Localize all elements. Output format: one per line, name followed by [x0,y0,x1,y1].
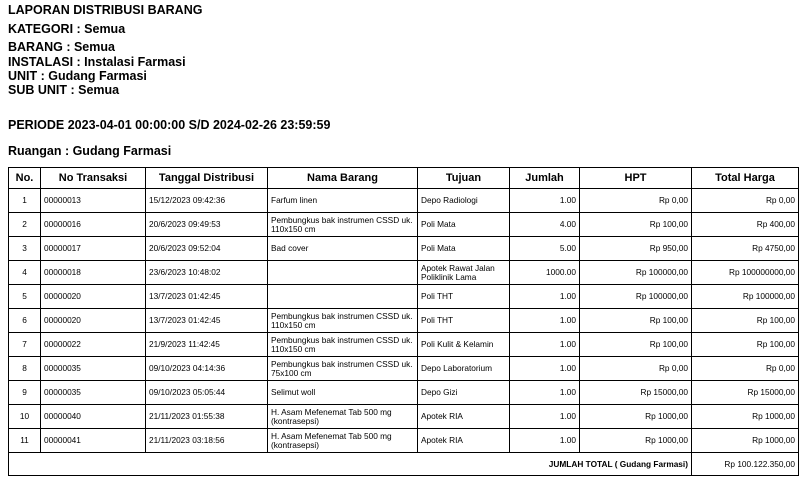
cell-destination: Poli THT [418,285,510,309]
cell-total: Rp 4750,00 [692,237,799,261]
cell-transaction: 00000041 [41,429,146,453]
cell-total: Rp 100,00 [692,333,799,357]
cell-date: 15/12/2023 09:42:36 [146,189,268,213]
table-row [9,261,799,285]
cell-hpt: Rp 1000,00 [580,429,692,453]
cell-total: Rp 100,00 [692,309,799,333]
report-title: LAPORAN DISTRIBUSI BARANG [8,3,203,17]
cell-destination: Depo Radiologi [418,189,510,213]
table-row [9,213,799,237]
col-header-item-name: Nama Barang [268,168,418,189]
col-header-total: Total Harga [692,168,799,189]
cell-quantity: 1.00 [510,189,580,213]
cell-no: 9 [9,381,41,405]
table-header-row [9,168,799,189]
cell-item-name: H. Asam Mefenemat Tab 500 mg (kontrasepsi) [268,405,418,429]
table-row [9,309,799,333]
sub-unit-line: SUB UNIT : Semua [8,83,120,97]
cell-date: 09/10/2023 04:14:36 [146,357,268,381]
col-header-hpt: HPT [580,168,692,189]
cell-date: 09/10/2023 05:05:44 [146,381,268,405]
cell-item-name: H. Asam Mefenemat Tab 500 mg (kontrasepsi) [268,429,418,453]
kategori-line: KATEGORI : Semua [8,22,126,36]
cell-total: Rp 400,00 [692,213,799,237]
table-row [9,357,799,381]
cell-item-name [268,261,418,285]
cell-quantity: 1.00 [510,381,580,405]
cell-quantity: 1.00 [510,405,580,429]
periode-line: PERIODE 2023-04-01 00:00:00 S/D 2024-02-26 23:59:59 [8,118,331,132]
cell-item-name: Farfum linen [268,189,418,213]
cell-date: 21/9/2023 11:42:45 [146,333,268,357]
cell-date: 13/7/2023 01:42:45 [146,285,268,309]
table-row [9,285,799,309]
cell-total: Rp 100000000,00 [692,261,799,285]
cell-item-name [268,285,418,309]
cell-transaction: 00000040 [41,405,146,429]
instalasi-line: INSTALASI : Instalasi Farmasi [8,55,186,69]
cell-no: 2 [9,213,41,237]
cell-no: 10 [9,405,41,429]
cell-date: 20/6/2023 09:49:53 [146,213,268,237]
cell-total: Rp 1000,00 [692,429,799,453]
cell-no: 1 [9,189,41,213]
cell-destination: Poli Mata [418,213,510,237]
cell-no: 4 [9,261,41,285]
col-header-transaction: No Transaksi [41,168,146,189]
col-header-quantity: Jumlah [510,168,580,189]
cell-transaction: 00000022 [41,333,146,357]
table-row [9,405,799,429]
col-header-no: No. [9,168,41,189]
cell-quantity: 1.00 [510,285,580,309]
cell-quantity: 1.00 [510,309,580,333]
cell-quantity: 1000.00 [510,261,580,285]
col-header-destination: Tujuan [418,168,510,189]
distribution-table [8,167,799,476]
cell-no: 6 [9,309,41,333]
cell-quantity: 1.00 [510,333,580,357]
cell-total: Rp 100000,00 [692,285,799,309]
total-label: JUMLAH TOTAL ( Gudang Farmasi) [9,453,692,476]
cell-hpt: Rp 100,00 [580,213,692,237]
cell-destination: Poli Kulit & Kelamin [418,333,510,357]
ruangan-line: Ruangan : Gudang Farmasi [8,144,172,158]
cell-total: Rp 0,00 [692,189,799,213]
cell-date: 23/6/2023 10:48:02 [146,261,268,285]
cell-date: 21/11/2023 01:55:38 [146,405,268,429]
total-row [9,453,799,476]
cell-destination: Apotek RIA [418,429,510,453]
cell-destination: Depo Gizi [418,381,510,405]
cell-total: Rp 0,00 [692,357,799,381]
cell-transaction: 00000016 [41,213,146,237]
table-row [9,189,799,213]
cell-no: 5 [9,285,41,309]
cell-hpt: Rp 100000,00 [580,261,692,285]
cell-date: 21/11/2023 03:18:56 [146,429,268,453]
cell-quantity: 4.00 [510,213,580,237]
cell-destination: Poli THT [418,309,510,333]
cell-item-name: Pembungkus bak instrumen CSSD uk. 75x100 cm [268,357,418,381]
cell-item-name: Pembungkus bak instrumen CSSD uk. 110x150 cm [268,213,418,237]
cell-date: 13/7/2023 01:42:45 [146,309,268,333]
cell-item-name: Bad cover [268,237,418,261]
cell-quantity: 1.00 [510,357,580,381]
cell-destination: Poli Mata [418,237,510,261]
unit-line: UNIT : Gudang Farmasi [8,69,147,83]
cell-hpt: Rp 15000,00 [580,381,692,405]
cell-quantity: 1.00 [510,429,580,453]
col-header-date: Tanggal Distribusi [146,168,268,189]
cell-quantity: 5.00 [510,237,580,261]
cell-hpt: Rp 100000,00 [580,285,692,309]
cell-hpt: Rp 0,00 [580,357,692,381]
cell-transaction: 00000020 [41,285,146,309]
cell-transaction: 00000017 [41,237,146,261]
cell-destination: Depo Laboratorium [418,357,510,381]
barang-line: BARANG : Semua [8,40,115,54]
cell-date: 20/6/2023 09:52:04 [146,237,268,261]
cell-transaction: 00000013 [41,189,146,213]
cell-no: 7 [9,333,41,357]
table-row [9,381,799,405]
cell-transaction: 00000035 [41,381,146,405]
cell-hpt: Rp 950,00 [580,237,692,261]
cell-hpt: Rp 0,00 [580,189,692,213]
table-row [9,429,799,453]
cell-transaction: 00000018 [41,261,146,285]
table-row [9,237,799,261]
cell-item-name: Selimut woll [268,381,418,405]
cell-transaction: 00000020 [41,309,146,333]
cell-no: 8 [9,357,41,381]
cell-transaction: 00000035 [41,357,146,381]
table-row [9,333,799,357]
cell-destination: Apotek RIA [418,405,510,429]
cell-destination: Apotek Rawat Jalan Poliklinik Lama [418,261,510,285]
cell-hpt: Rp 100,00 [580,333,692,357]
cell-no: 11 [9,429,41,453]
cell-no: 3 [9,237,41,261]
total-value: Rp 100.122.350,00 [692,453,799,476]
cell-hpt: Rp 1000,00 [580,405,692,429]
cell-item-name: Pembungkus bak instrumen CSSD uk. 110x150 cm [268,333,418,357]
cell-total: Rp 15000,00 [692,381,799,405]
cell-item-name: Pembungkus bak instrumen CSSD uk. 110x150 cm [268,309,418,333]
cell-hpt: Rp 100,00 [580,309,692,333]
cell-total: Rp 1000,00 [692,405,799,429]
